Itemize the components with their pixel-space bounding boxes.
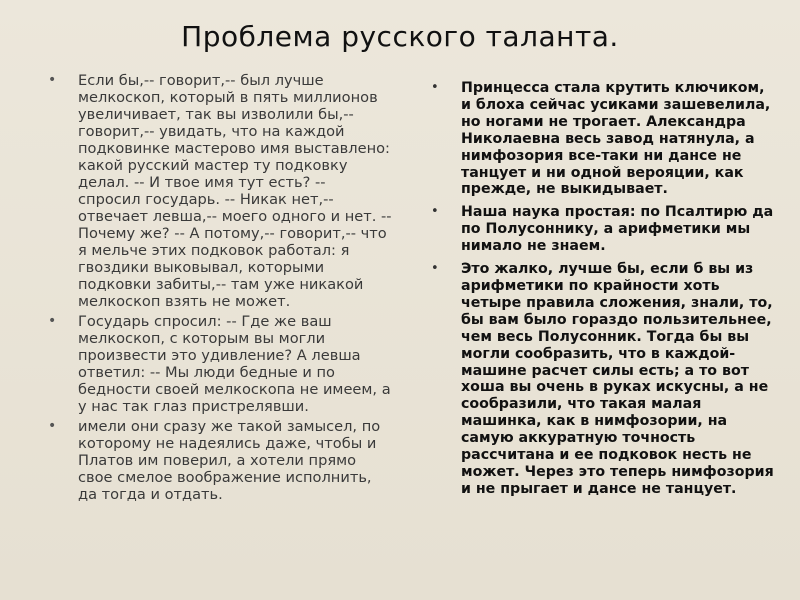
- list-item: [423, 261, 775, 498]
- list-item: [423, 80, 775, 198]
- left-column: [40, 72, 392, 506]
- bullet-icon: •: [48, 418, 57, 434]
- bullet-icon: •: [431, 204, 439, 220]
- paragraph-text: Если бы,-- говорит,-- был лучше мелкоскоп, который в пять миллионов увеличивает, так вы изволили бы,-- говорит,-- увидать, что на каждой подковинке мастерово имя выставлено: какой русский мастер ту подковку делал. -- И твое имя тут есть? -- спросил государь. -- Никак нет,-- отвечает левша,-- моего одного и нет. -- Почему же? -- А потому,-- говорит,-- что я мельче этих подковок работал: я гвоздики выковывал, которыми подковки забиты,-- там уже никакой мелкоскоп взять не может.: [78, 72, 392, 310]
- list-item: [40, 313, 392, 415]
- bullet-icon: •: [431, 261, 439, 277]
- bullet-icon: •: [431, 80, 439, 95]
- paragraph-text: Принцесса стала крутить ключиком, и блоха сейчас усиками зашевелила, но ногами не трогает. Александра Николаевна весь завод натянула, а нимфозория все-таки ни дансе не танцует и ни одной верояции, как прежде, не выкидывает.: [461, 80, 771, 198]
- list-item: [40, 418, 392, 503]
- list-item: [40, 72, 392, 310]
- paragraph-text: Это жалко, лучше бы, если б вы из арифметики по крайности хоть четыре правила сложения, знали, то, бы вам было гораздо пользительнее, чем весь Полусонник. Тогда бы вы могли сообразить, что в каждой-машине расчет силы есть; а то вот хоша вы очень в руках искусны, а не сообразили, что такая малая машинка, как в нимфозории, на самую аккуратную точность рассчитана и ее подковок несть не может. Через это теперь нимфозория и не прыгает и дансе не танцует.: [461, 261, 774, 497]
- paragraph-text: Государь спросил: -- Где же ваш мелкоскоп, с которым вы могли произвести это удивление? А левша ответил: -- Мы люди бедные и по бедности своей мелкоскопа не имеем, а у нас так глаз пристрелявши.: [78, 313, 391, 415]
- paragraph-text: имели они сразу же такой замысел, по которому не надеялись даже, чтобы и Платов им поверил, а хотели прямо свое смелое воображение исполнить, да тогда и отдать.: [78, 418, 381, 503]
- right-column: [423, 72, 775, 504]
- list-item: [423, 204, 775, 255]
- bullet-icon: •: [48, 313, 57, 329]
- bullet-icon: •: [48, 72, 57, 88]
- slide-title: Проблема русского таланта.: [181, 20, 619, 53]
- paragraph-text: Наша наука простая: по Псалтирю да по Полусоннику, а арифметики мы нимало не знаем.: [461, 204, 774, 255]
